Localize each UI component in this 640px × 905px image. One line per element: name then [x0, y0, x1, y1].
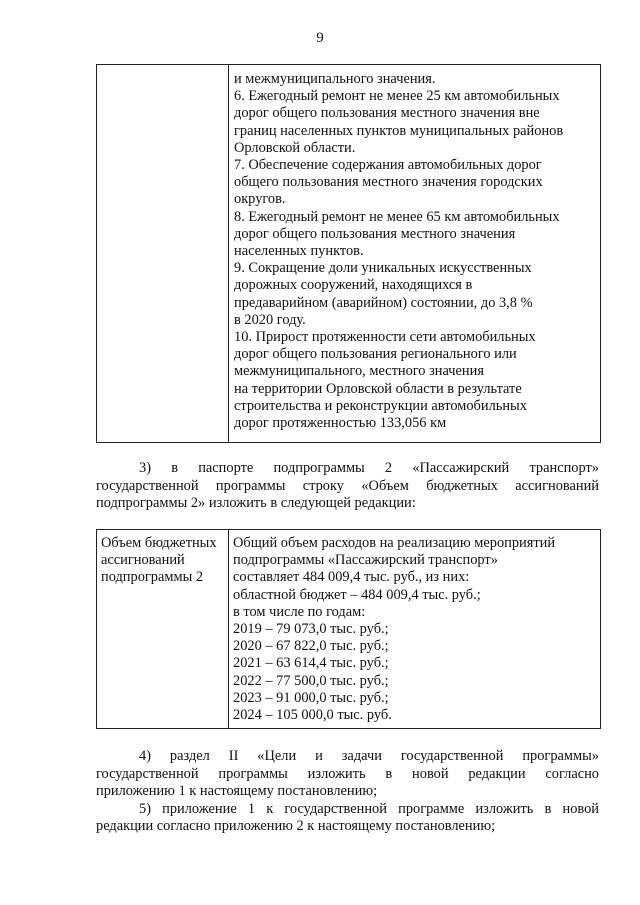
- paragraph-line: 4) раздел II «Цели и задачи государственной программы»: [139, 748, 599, 764]
- paragraph-3: [96, 460, 599, 513]
- text-line: дорожных сооружений, находящихся в: [234, 277, 473, 294]
- paragraph-line: государственной программы изложить в новой редакции согласно: [96, 765, 599, 782]
- paragraph-line: редакции согласно приложению 2 к настоящему постановлению;: [96, 818, 496, 835]
- paragraph-line: 3) в паспорте подпрограммы 2 «Пассажирский транспорт»: [139, 460, 599, 476]
- table-row: [97, 530, 601, 729]
- paragraph-line: приложению 1 к настоящему постановлению;: [96, 783, 378, 800]
- text-line: общего пользования местного значения городских: [234, 174, 543, 191]
- text-line: подпрограммы 2: [101, 569, 204, 586]
- text-line: 8. Ежегодный ремонт не менее 65 км автомобильных: [234, 208, 560, 225]
- indicators-table-continuation: [96, 64, 601, 443]
- paragraph-line: подпрограммы 2» изложить в следующей редакции:: [96, 495, 416, 512]
- text-line: подпрограммы «Пассажирский транспорт»: [233, 552, 498, 569]
- text-line: дорог общего пользования местного значения вне: [234, 105, 540, 122]
- budget-allocation-table: [96, 529, 601, 729]
- text-line: и межмуниципального значения.: [234, 71, 436, 87]
- text-line: округов.: [234, 191, 286, 208]
- paragraph-line: 5) приложение 1 к государственной программе изложить в новой: [139, 800, 599, 817]
- text-line: Орловской области.: [234, 139, 356, 156]
- paragraph-4-5: [96, 748, 599, 836]
- page-number: 9: [316, 30, 324, 46]
- text-line: межмуниципального, местного значения: [234, 363, 484, 380]
- text-line: 2022 – 77 500,0 тыс. руб.;: [233, 672, 389, 689]
- text-line: Общий объем расходов на реализацию мероприятий: [233, 535, 556, 551]
- budget-label-text: [97, 530, 228, 587]
- table-cell-indicators: [229, 65, 601, 443]
- text-line: 7. Обеспечение содержания автомобильных дорог: [234, 157, 542, 174]
- text-line: ассигнований: [101, 552, 185, 569]
- paragraph-line: государственной программы строку «Объем бюджетных ассигнований: [96, 477, 599, 494]
- text-line: границ населенных пунктов муниципальных районов: [234, 122, 564, 139]
- budget-value-text: [229, 530, 600, 724]
- text-line: дорог общего пользования регионального или: [234, 346, 517, 363]
- text-line: предаварийном (аварийном) состоянии, до 3,8 %: [234, 294, 533, 311]
- text-line: в том числе по годам:: [233, 603, 366, 620]
- text-line: 2019 – 79 073,0 тыс. руб.;: [233, 621, 389, 638]
- text-line: на территории Орловской области в результате: [234, 380, 522, 397]
- text-line: 2024 – 105 000,0 тыс. руб.: [233, 707, 392, 724]
- text-line: 2020 – 67 822,0 тыс. руб.;: [233, 638, 389, 655]
- indicators-text: [229, 65, 600, 432]
- text-line: строительства и реконструкции автомобильных: [234, 397, 527, 414]
- text-line: 2021 – 63 614,4 тыс. руб.;: [233, 655, 389, 672]
- text-line: областной бюджет – 484 009,4 тыс. руб.;: [233, 586, 481, 603]
- table-row: [97, 65, 601, 443]
- text-line: Объем бюджетных: [101, 535, 217, 551]
- text-line: 9. Сокращение доли уникальных искусственных: [234, 260, 532, 277]
- text-line: дорог общего пользования местного значения: [234, 225, 516, 242]
- text-line: 6. Ежегодный ремонт не менее 25 км автомобильных: [234, 88, 560, 105]
- table-cell-budget-label: [97, 530, 229, 729]
- text-line: дорог протяженностью 133,056 км: [234, 415, 447, 432]
- table-cell-left-empty: [97, 65, 229, 443]
- text-line: населенных пунктов.: [234, 243, 364, 260]
- text-line: 2023 – 91 000,0 тыс. руб.;: [233, 689, 389, 706]
- table-cell-budget-value: [229, 530, 601, 729]
- text-line: в 2020 году.: [234, 311, 306, 328]
- text-line: составляет 484 009,4 тыс. руб., из них:: [233, 569, 470, 586]
- text-line: 10. Прирост протяженности сети автомобильных: [234, 329, 536, 346]
